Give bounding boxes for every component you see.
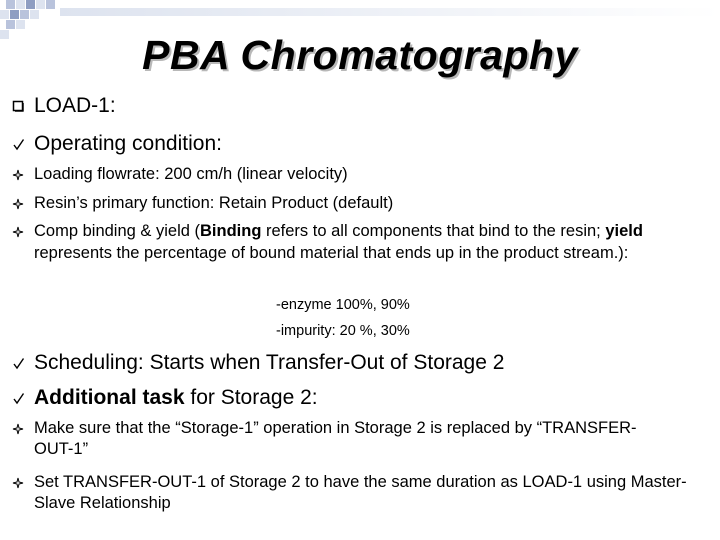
comp-binding-text: Comp binding & yield (Binding refers to all components that bind to the resin; yield represents the percentage of bound material that ends up in the product stream.): <box>34 222 643 262</box>
diamond-bullet-icon <box>10 419 26 439</box>
checkmark-icon <box>10 388 26 408</box>
enzyme-values: -enzyme 100%, 90% <box>276 297 410 313</box>
additional-task-text: Additional task for Storage 2: <box>34 386 318 409</box>
checkmark-icon <box>10 134 26 154</box>
diamond-bullet-icon <box>10 194 26 214</box>
impurity-values: -impurity: 20 %, 30% <box>276 323 410 339</box>
square-bullet-icon <box>10 96 26 116</box>
diamond-bullet-icon <box>10 222 26 242</box>
load-heading: LOAD-1: <box>34 94 116 117</box>
scheduling-text: Scheduling: Starts when Transfer-Out of Storage 2 <box>34 351 505 374</box>
page-title: PBA Chromatography <box>142 32 578 78</box>
set-transfer-text: Set TRANSFER-OUT-1 of Storage 2 to have the same duration as LOAD-1 using Master-Slave Relationship <box>34 473 687 512</box>
resin-function-text: Resin’s primary function: Retain Product (default) <box>34 194 394 212</box>
diamond-bullet-icon <box>10 473 26 493</box>
checkmark-icon <box>10 353 26 373</box>
flowrate-text: Loading flowrate: 200 cm/h (linear velocity) <box>34 165 348 183</box>
make-sure-text: Make sure that the “Storage-1” operation in Storage 2 is replaced by “TRANSFER-OUT-1” <box>34 419 637 458</box>
operating-condition: Operating condition: <box>34 132 222 155</box>
diamond-bullet-icon <box>10 165 26 185</box>
